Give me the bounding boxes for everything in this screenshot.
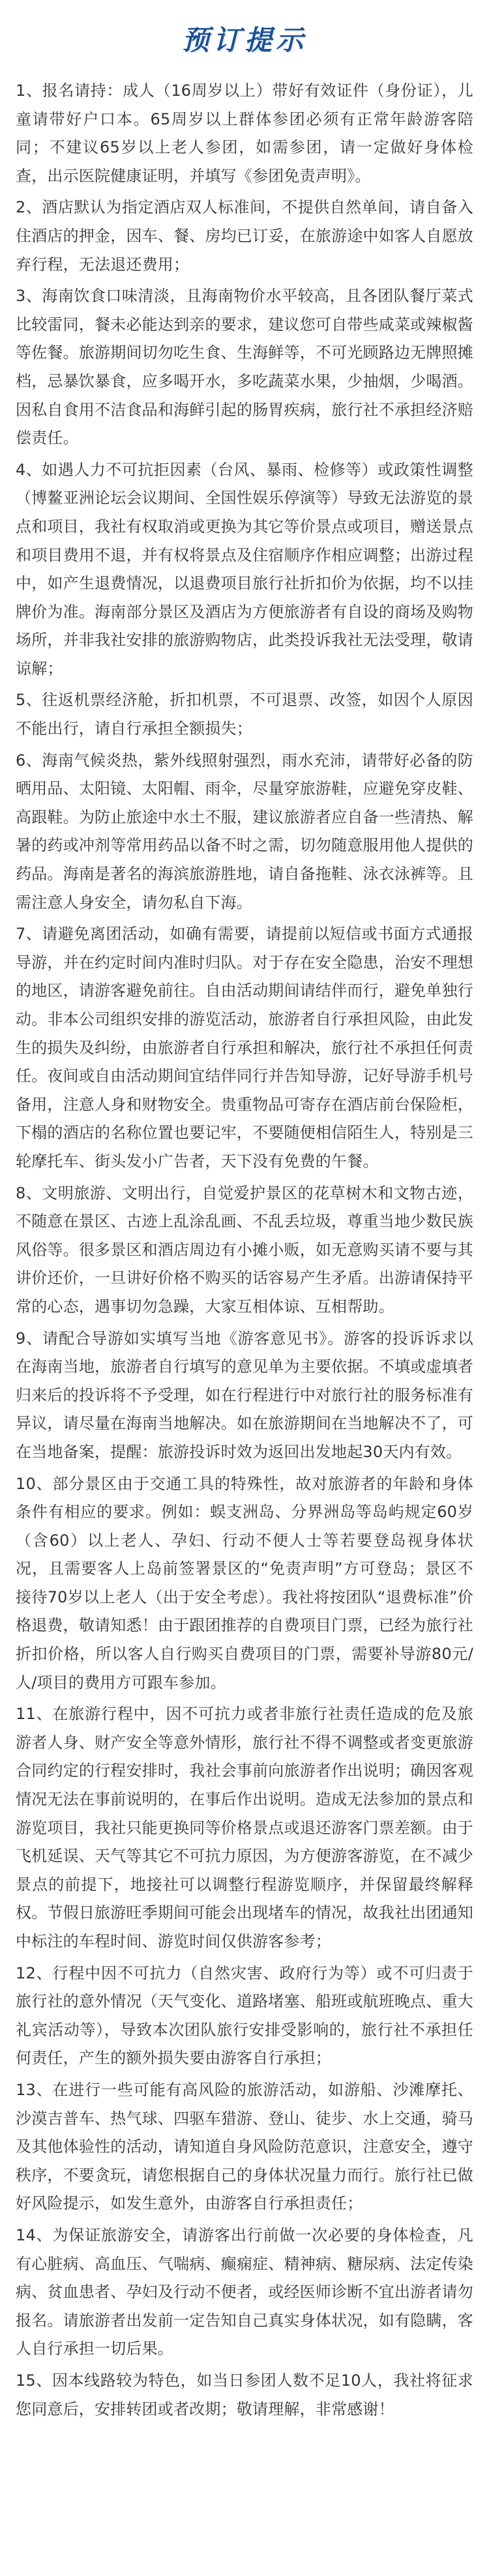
notice-item-2: 2、酒店默认为指定酒店双人标准间，不提供自然单间，请自备入住酒店的押金，因车、餐、房均已订妥，在旅游途中如客人自愿放弃行程，无法退还费用； bbox=[16, 198, 473, 274]
notice-item-10: 10、部分景区由于交通工具的特殊性，故对旅游者的年龄和身体条件有相应的要求。例如：蜈支洲岛、分界洲岛等岛屿规定60岁（含60）以上老人、孕妇、行动不便人士等若要登岛视身体状况，且需要客人上岛前签署景区的“免责声明”方可登岛；景区不接待70岁以上老人（出于安全考虑）。我社将按团队“退费标准”价格退费，敬请知悉！由于跟团推荐的自费项目门票，已经为旅行社折扣价格，所以客人自行购买自费项目的门票，需要补导游80元/人/项目的费用方可跟车参加。 bbox=[16, 1474, 473, 1692]
notice-item-15: 15、因本线路较为特色，如当日参团人数不足10人，我社将征求您同意后，安排转团或者改期；敬请理解，非常感谢！ bbox=[16, 2371, 473, 2418]
notice-item-1: 1、报名请持：成人（16周岁以上）带好有效证件（身份证），儿童请带好户口本。65周岁以上群体参团必须有正常年龄游客陪同；不建议65岁以上老人参团，如需参团，请一定做好身体检查，出示医院健康证明，并填写《参团免责声明》。 bbox=[16, 81, 473, 185]
notice-item-13: 13、在进行一些可能有高风险的旅游活动，如游船、沙滩摩托、沙漠吉普车、热气球、四驱车猎游、登山、徒步、水上交通，骑马及其他体验性的活动，请知道自身风险防范意识，注意安全，遵守秩序，不要贪玩，请您根据自己的身体状况量力而行。旅行社已做好风险提示，如发生意外，由游客自行承担责任； bbox=[16, 2080, 473, 2213]
page-title: 预订提示 bbox=[181, 24, 307, 56]
notice-item-7: 7、请避免离团活动，如确有需要，请提前以短信或书面方式通报导游，并在约定时间内准时归队。对于存在安全隐患，治安不理想的地区，请游客避免前往。自由活动期间请结伴而行，避免单独行动。非本公司组织安排的游览活动，旅游者自行承担风险，由此发生的损失及纠纷，由旅游者自行承担和解决，旅行社不承担任何责任。夜间或自由活动期间宜结伴同行并告知导游，记好导游手机号备用，注意人身和财物安全。贵重物品可寄存在酒店前台保险柜，下榻的酒店的名称位置也要记牢，不要随便相信陌生人，特别是三轮摩托车、街头发小广告者，天下没有免费的午餐。 bbox=[16, 925, 473, 1170]
notice-item-3: 3、海南饮食口味清淡，且海南物价水平较高，且各团队餐厅菜式比较雷同，餐未必能达到亲的要求，建议您可自带些咸菜或辣椒酱等佐餐。旅游期间切勿吃生食、生海鲜等，不可光顾路边无牌照摊档，忌暴饮暴食，应多喝开水，多吃蔬菜水果，少抽烟，少喝酒。因私自食用不洁食品和海鲜引起的肠胃疾病，旅行社不承担经济赔偿责任。 bbox=[16, 287, 473, 448]
notice-item-6: 6、海南气候炎热，紫外线照射强烈，雨水充沛，请带好必备的防晒用品、太阳镜、太阳帽、雨伞，尽量穿旅游鞋，应避免穿皮鞋、高跟鞋。为防止旅途中水土不服，建议旅游者应自备一些清热、解暑的药或冲剂等常用药品以备不时之需，切勿随意服用他人提供的药品。海南是著名的海滨旅游胜地，请自备拖鞋、泳衣泳裤等。且需注意人身安全，请勿私自下海。 bbox=[16, 751, 473, 912]
notice-item-5: 5、往返机票经济舱，折扣机票，不可退票、改签，如因个人原因不能出行，请自行承担全额损失； bbox=[16, 691, 473, 738]
notice-item-4: 4、如遇人力不可抗拒因素（台风、暴雨、检修等）或政策性调整（博鳌亚洲论坛会议期间、全国性娱乐停演等）导致无法游览的景点和项目，我社有权取消或更换为其它等价景点或项目，赠送景点和项目费用不退，并有权将景点及住宿顺序作相应调整；出游过程中，如产生退费情况，以退费项目旅行社折扣价为依据，均不以挂牌价为准。海南部分景区及酒店为方便旅游者有自设的商场及购物场所，并非我社安排的旅游购物店，此类投诉我社无法受理，敬请谅解； bbox=[16, 460, 473, 678]
notice-list bbox=[0, 77, 489, 2424]
notice-item-12: 12、行程中因不可抗力（自然灾害、政府行为等）或不可归责于旅行社的意外情况（天气变化、道路堵塞、船班或航班晚点、重大礼宾活动等），导致本次团队旅行安排受影响的，旅行社不承担任何责任，产生的额外损失要由游客自行承担； bbox=[16, 1963, 473, 2068]
notice-item-8: 8、文明旅游、文明出行，自觉爱护景区的花草树木和文物古迹，不随意在景区、古迹上乱涂乱画、不乱丢垃圾，尊重当地少数民族风俗等。很多景区和酒店周边有小摊小贩，如无意购买请不要与其讲价还价，一旦讲好价格不购买的话容易产生矛盾。出游请保持平常的心态，遇事切勿急躁，大家互相体谅、互相帮助。 bbox=[16, 1183, 473, 1316]
notice-item-11: 11、在旅游行程中，因不可抗力或者非旅行社责任造成的危及旅游者人身、财产安全等意外情形，旅行社不得不调整或者变更旅游合同约定的行程安排时，我社会事前向旅游者作出说明；确因客观情况无法在事前说明的，在事后作出说明。造成无法参加的景点和游览项目，我社只能更换同等价格景点或退还游客门票差额。由于飞机延误、天气等其它不可抗力原因，为方便游客游览，在不减少景点的前提下，地接社可以调整行程游览顺序，并保留最终解释权。节假日旅游旺季期间可能会出现堵车的情况，故我社出团通知中标注的车程时间、游览时间仅供游客参考； bbox=[16, 1705, 473, 1950]
notice-item-14: 14、为保证旅游安全，请游客出行前做一次必要的身体检查，凡有心脏病、高血压、气喘病、癫痫症、精神病、糖尿病、法定传染病、贫血患者、孕妇及行动不便者，或经医师诊断不宜出游者请勿报名。请旅游者出发前一定告知自己真实身体状况，如有隐瞒，客人自行承担一切后果。 bbox=[16, 2225, 473, 2358]
title-banner bbox=[0, 0, 489, 77]
notice-item-9: 9、请配合导游如实填写当地《游客意见书》。游客的投诉诉求以在海南当地，旅游者自行填写的意见单为主要依据。不填或虚填者归来后的投诉将不予受理，如在行程进行中对旅行社的服务标准有异议，请尽量在海南当地解决。如在旅游期间在当地解决不了，可在当地备案，提醒：旅游投诉时效为返回出发地起30天内有效。 bbox=[16, 1329, 473, 1461]
